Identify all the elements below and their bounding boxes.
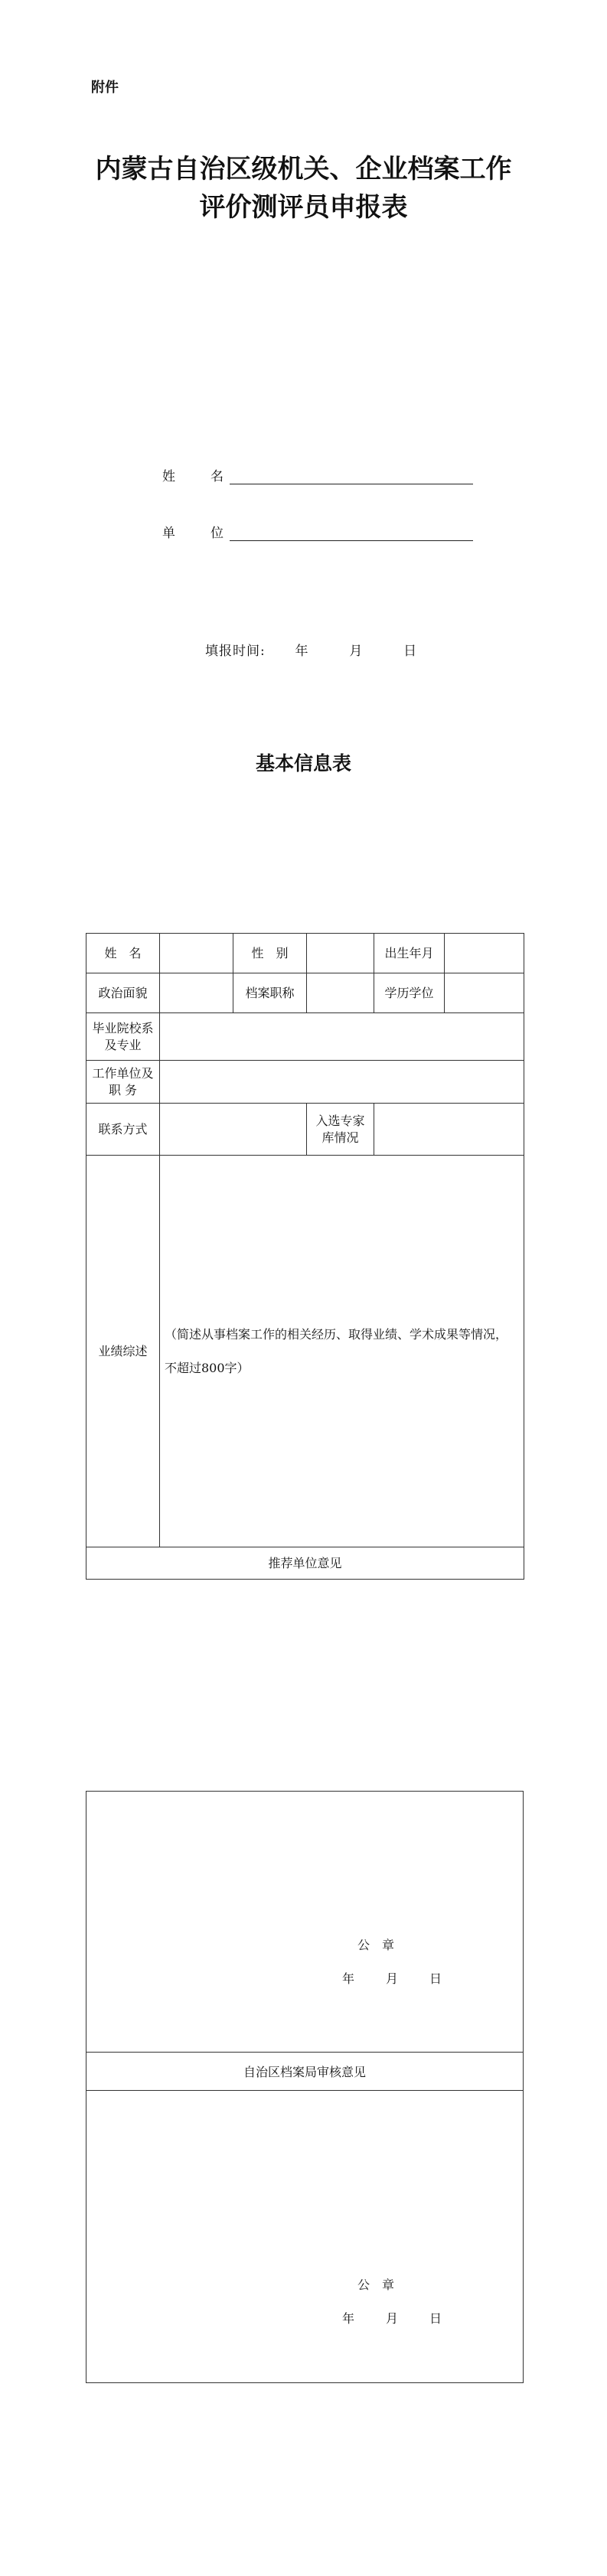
seal-label-2: 公 章 — [357, 2278, 395, 2292]
contact-cell-label: 联系方式 — [86, 1104, 160, 1156]
unit-label: 单 位 — [162, 526, 224, 541]
recommend-opinion-header: 推荐单位意见 — [86, 1547, 524, 1580]
archive-title-cell-value[interactable] — [307, 973, 374, 1013]
contact-cell-value[interactable] — [160, 1104, 307, 1156]
attachment-label: 附件 — [91, 80, 119, 96]
expert-pool-cell-label: 入选专家库情况 — [307, 1104, 374, 1156]
review-label: 自治区档案局审核意见 — [243, 2065, 366, 2079]
birth-cell-label: 出生年月 — [374, 934, 445, 973]
fill-date-row — [205, 640, 417, 659]
fill-month: 月 — [349, 644, 364, 659]
fill-day: 日 — [403, 644, 418, 659]
fill-date-label: 填报时间: — [205, 644, 266, 659]
work-unit-cell-value[interactable] — [160, 1061, 524, 1104]
achievements-cell-value[interactable] — [160, 1156, 524, 1547]
name-label: 姓 名 — [162, 469, 224, 484]
work-unit-cell-label: 工作单位及 职 务 — [86, 1061, 160, 1104]
expert-pool-cell-value[interactable] — [374, 1104, 524, 1156]
date-row-1: 年 月 日 — [342, 1971, 442, 1986]
name-cell-value[interactable] — [160, 934, 233, 973]
name-line[interactable] — [230, 467, 473, 484]
divider-2 — [86, 2090, 523, 2091]
page-title-line2: 评价测评员申报表 — [199, 192, 408, 223]
seal-label-1: 公 章 — [357, 1938, 395, 1952]
section-title: 基本信息表 — [255, 752, 351, 774]
achievements-cell-label: 业绩综述 — [86, 1156, 160, 1547]
page-title-line1: 内蒙古自治区级机关、企业档案工作 — [95, 154, 512, 184]
unit-line[interactable] — [230, 523, 473, 541]
education-cell-label: 学历学位 — [374, 973, 445, 1013]
fill-year: 年 — [295, 644, 309, 659]
school-cell-value[interactable] — [160, 1013, 524, 1061]
gender-cell-label: 性 别 — [233, 934, 307, 973]
politics-cell-value[interactable] — [160, 973, 233, 1013]
date-row-2: 年 月 日 — [342, 2311, 442, 2326]
achievements-hint: （简述从事档案工作的相关经历、取得业绩、学术成果等情况，不超过800字） — [165, 1326, 508, 1375]
school-cell-label: 毕业院校系及专业 — [86, 1013, 160, 1061]
divider-1 — [86, 2052, 523, 2053]
unit-field-row — [162, 522, 473, 541]
birth-cell-value[interactable] — [445, 934, 524, 973]
name-cell-label: 姓 名 — [86, 934, 160, 973]
education-cell-value[interactable] — [445, 973, 524, 1013]
opinion-box — [86, 1791, 524, 2383]
archive-title-cell-label: 档案职称 — [233, 973, 307, 1013]
basic-info-table — [86, 933, 524, 1580]
gender-cell-value[interactable] — [307, 934, 374, 973]
politics-cell-label: 政治面貌 — [86, 973, 160, 1013]
name-field-row — [162, 465, 473, 484]
